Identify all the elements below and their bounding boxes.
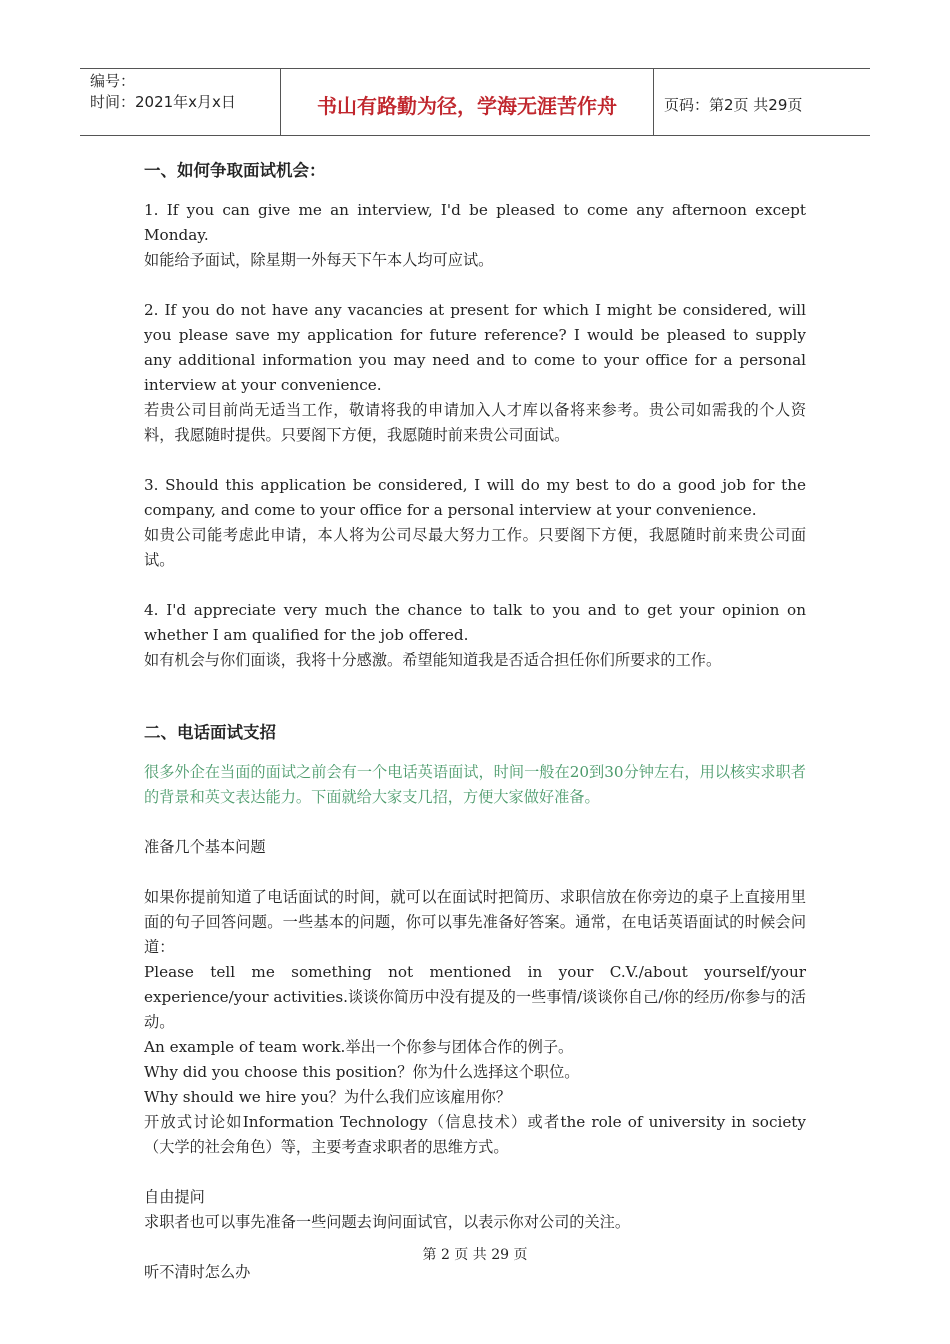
question-3: Why did you choose this position？你为什么选择这个职位。	[144, 1063, 580, 1081]
page-footer: 第 2 页 共 29 页	[422, 1247, 528, 1263]
subheading-cannot-hear: 听不清时怎么办	[144, 1263, 251, 1281]
item3-en: 3. Should this application be considered, I will do my best to do a good job for the company, and come to your office for a personal interview at your convenience.	[144, 476, 806, 519]
header-number-label: 编号：	[90, 72, 136, 90]
question-1: Please tell me something not mentioned in your C.V./about yourself/your experience/your activities.谈谈你简历中没有提及的一些事情/谈谈你自己/你的经历/你参与的活动。	[144, 963, 806, 1031]
header-time-label: 时间：2021年x月x日	[90, 93, 236, 111]
item2-zh: 若贵公司目前尚无适当工作，敬请将我的申请加入人才库以备将来参考。贵公司如需我的个人资料，我愿随时提供。只要阁下方便，我愿随时前来贵公司面试。	[144, 401, 806, 444]
section2-heading: 二、电话面试支招	[144, 723, 276, 742]
item2-en: 2. If you do not have any vacancies at present for which I might be considered, will you please save my application for future reference? I would be pleased to supply any additional information you may need and to come to your office for a personal interview at your convenience.	[144, 301, 806, 394]
header-meta	[80, 69, 281, 135]
item1-en: 1. If you can give me an interview, I'd be pleased to come any afternoon except Monday.	[144, 201, 806, 244]
question-5: 开放式讨论如Information Technology（信息技术）或者the role of university in society（大学的社会角色）等，主要考查求职者的思维方式。	[144, 1113, 806, 1156]
header-motto: 书山有路勤为径，学海无涯苦作舟	[281, 69, 654, 135]
question-4: Why should we hire you？为什么我们应该雇用你？	[144, 1088, 511, 1106]
page-header	[80, 68, 870, 136]
header-page-info: 页码：第2页 共29页	[664, 95, 803, 114]
item3-zh: 如贵公司能考虑此申请，本人将为公司尽最大努力工作。只要阁下方便，我愿随时前来贵公司面试。	[144, 526, 806, 569]
section1-heading: 一、如何争取面试机会：	[144, 161, 326, 180]
item1-zh: 如能给予面试，除星期一外每天下午本人均可应试。	[144, 251, 494, 269]
subheading-basic-questions: 准备几个基本问题	[144, 838, 266, 856]
paragraph-free-questions: 求职者也可以事先准备一些问题去询问面试官，以表示你对公司的关注。	[144, 1213, 630, 1231]
paragraph-phone-prep: 如果你提前知道了电话面试的时间，就可以在面试时把简历、求职信放在你旁边的桌子上直接用里面的句子回答问题。一些基本的问题，你可以事先准备好答案。通常，在电话英语面试的时候会问道：	[144, 888, 806, 956]
document-body	[144, 156, 806, 1285]
item4-en: 4. I'd appreciate very much the chance to talk to you and to get your opinion on whether I am qualified for the job offered.	[144, 601, 806, 644]
item4-zh: 如有机会与你们面谈，我将十分感激。希望能知道我是否适合担任你们所要求的工作。	[144, 651, 722, 669]
section2-intro: 很多外企在当面的面试之前会有一个电话英语面试，时间一般在20到30分钟左右，用以核实求职者的背景和英文表达能力。下面就给大家支几招，方便大家做好准备。	[144, 763, 806, 806]
subheading-free-questions: 自由提问	[144, 1188, 205, 1206]
question-2: An example of team work.举出一个你参与团体合作的例子。	[144, 1038, 574, 1056]
